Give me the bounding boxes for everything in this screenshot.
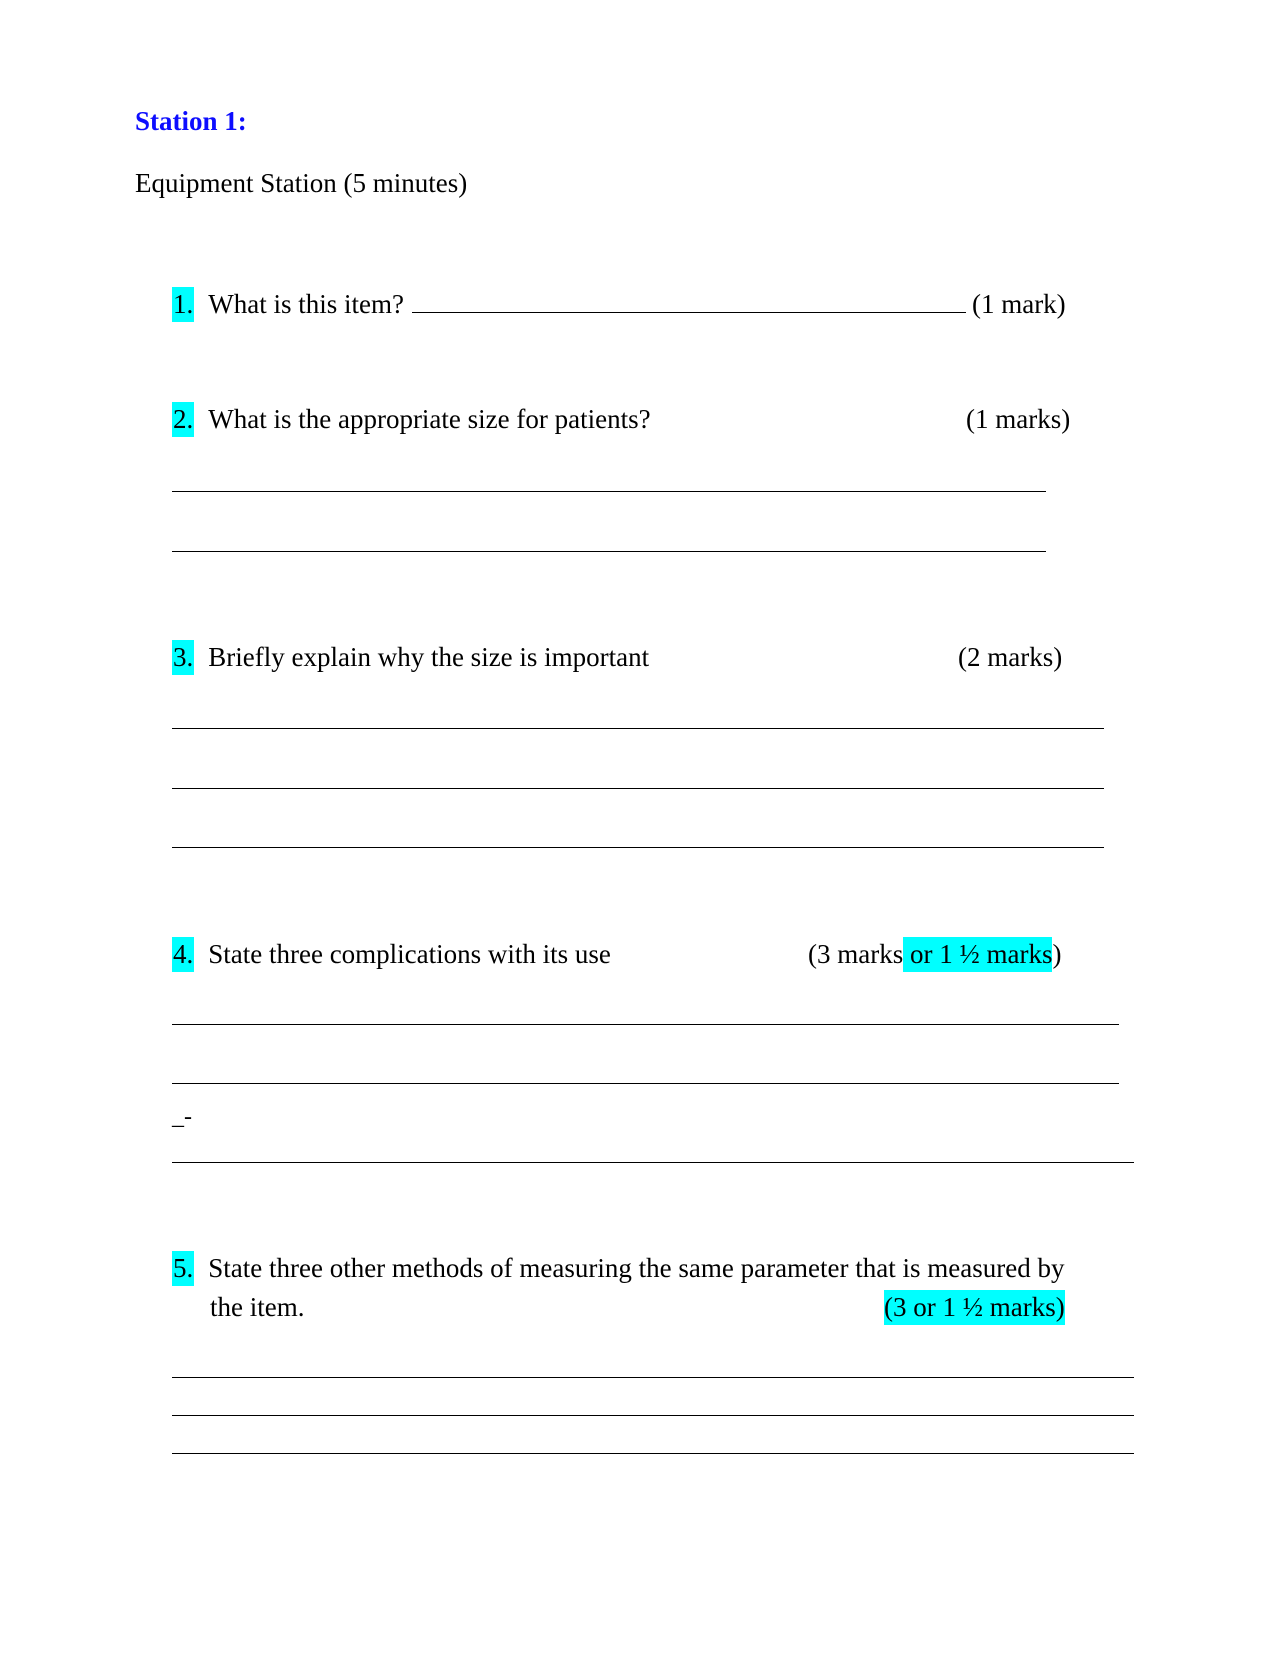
answer-line[interactable] [172, 788, 1104, 789]
answer-line[interactable] [172, 551, 1046, 552]
question-text-line1: State three other methods of measuring the same parameter that is measured by [208, 1253, 1065, 1283]
question-marks [808, 941, 1061, 968]
question-marks: (1 mark) [971, 289, 1066, 319]
answer-line[interactable] [172, 1377, 1134, 1378]
question-number: 2. [172, 402, 194, 437]
page-subtitle: Equipment Station (5 minutes) [135, 168, 468, 198]
question-marks: (1 marks) [966, 404, 1071, 434]
marks-plain: (3 marks [808, 939, 904, 969]
question-4 [172, 941, 611, 968]
question-text: What is this item? [208, 289, 404, 319]
question-text: State three complications with its use [208, 939, 611, 969]
question-marks: (2 marks) [958, 642, 1063, 672]
answer-line[interactable] [172, 1083, 1119, 1084]
marks-highlight: or 1 ½ marks [903, 937, 1052, 972]
page-title: Station 1: [135, 106, 247, 136]
answer-line[interactable] [172, 1024, 1119, 1025]
question-3 [172, 644, 649, 671]
question-number: 1. [172, 287, 194, 322]
answer-line[interactable] [172, 491, 1046, 492]
question-text: What is the appropriate size for patients? [208, 404, 651, 434]
question-number: 5. [172, 1251, 194, 1286]
question-1 [172, 288, 1066, 318]
question-text-line2: the item. [210, 1292, 305, 1322]
question-number: 4. [172, 937, 194, 972]
stray-mark: _- [172, 1104, 192, 1130]
answer-line[interactable] [172, 728, 1104, 729]
question-5 [172, 1255, 1064, 1282]
question-number: 3. [172, 640, 194, 675]
answer-blank-inline[interactable] [412, 288, 966, 313]
answer-line[interactable] [172, 1415, 1134, 1416]
answer-line[interactable] [172, 847, 1104, 848]
marks-close: ) [1052, 939, 1062, 969]
question-2 [172, 406, 651, 433]
answer-line[interactable] [172, 1162, 1134, 1163]
answer-line[interactable] [172, 1453, 1134, 1454]
question-text: Briefly explain why the size is important [208, 642, 650, 672]
question-marks: (3 or 1 ½ marks) [884, 1294, 1065, 1321]
